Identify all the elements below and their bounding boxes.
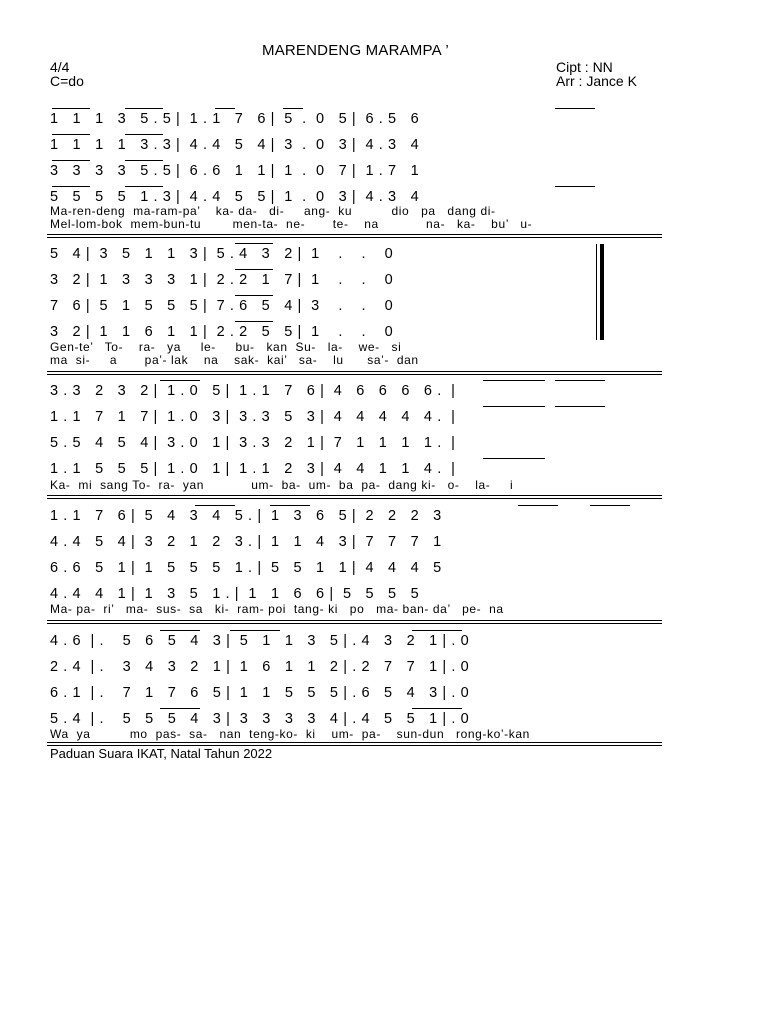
system-2-bass: 3 2 | 1 1 6 1 1 | 2 . 2 5 5 | 1 . . 0 (50, 324, 394, 340)
beam-line (270, 505, 310, 506)
beam-line (412, 708, 462, 709)
beam-line (235, 243, 273, 244)
beam-line (160, 708, 200, 709)
system-5-tenor: 6 . 1 | . 7 1 7 6 5 | 1 1 5 5 5 | . 6 5 4 3 | . 0 (50, 685, 470, 701)
system-1-tenor: 3 3 3 3 5 . 5 | 6 . 6 1 1 | 1 . 0 7 | 1 . 7 1 (50, 163, 420, 179)
system-3-alto: 1 . 1 7 1 7 | 1 . 0 3 | 3 . 3 5 3 | 4 4 4 4 4 . | (50, 409, 456, 425)
beam-line (283, 108, 303, 109)
system-4-lyric: Ma- pa- ri’ ma- sus- sa ki- ram- poi tang- ki po ma- ban- da’ pe- na (50, 602, 504, 616)
footer-credit: Paduan Suara IKAT, Natal Tahun 2022 (50, 746, 273, 761)
composer-credit: Cipt : NN (556, 59, 613, 75)
beam-line (483, 458, 545, 459)
arranger-credit: Arr : Jance K (556, 73, 637, 89)
system-4-alto: 4 . 4 5 4 | 3 2 1 2 3 . | 1 1 4 3 | 7 7 7 1 (50, 534, 442, 550)
beam-line (555, 186, 595, 187)
system-separator (47, 374, 662, 375)
beam-line (52, 134, 90, 135)
system-separator (47, 620, 662, 621)
system-1-lyric-verse-1: Ma-ren-deng ma-ram-pa’ ka- da- di- ang- ku dio pa dang di- (50, 204, 496, 218)
beam-line (483, 380, 545, 381)
system-2-soprano: 5 4 | 3 5 1 1 3 | 5 . 4 3 2 | 1 . . 0 (50, 246, 394, 262)
key-signature: C=do (50, 73, 84, 89)
system-3-soprano: 3 . 3 2 3 2 | 1 . 0 5 | 1 . 1 7 6 | 4 6 6 6 6 . | (50, 383, 456, 399)
beam-line (590, 505, 630, 506)
system-separator (47, 623, 662, 624)
system-2-lyric-verse-1: Gen-te’ To- ra- ya le- bu- kan Su- la- we- si (50, 340, 402, 354)
beam-line (230, 630, 280, 631)
system-2-alto: 3 2 | 1 3 3 3 1 | 2 . 2 1 7 | 1 . . 0 (50, 272, 394, 288)
beam-line (125, 134, 163, 135)
final-barline-thick (600, 244, 604, 340)
final-barline-thin (596, 244, 597, 340)
system-4-soprano: 1 . 1 7 6 | 5 4 3 4 5 . | 1 3 6 5 | 2 2 2 3 (50, 508, 442, 524)
system-4-bass: 4 . 4 4 1 | 1 3 5 1 . | 1 1 6 6 | 5 5 5 5 (50, 586, 420, 602)
system-3-lyric: Ka- mi sang To- ra- yan um- ba- um- ba pa- dang ki- o- la- i (50, 478, 514, 492)
system-1-lyric-verse-2: Mel-lom-bok mem-bun-tu men-ta- ne- te- na na- ka- bu’ u- (50, 217, 533, 231)
beam-line (160, 380, 200, 381)
beam-line (412, 630, 462, 631)
system-separator (47, 371, 662, 372)
system-separator (47, 234, 662, 235)
system-2-lyric-verse-2: ma si- a pa’- lak na sak- kai’ sa- lu sa’- dan (50, 353, 419, 367)
beam-line (195, 505, 235, 506)
beam-line (125, 108, 163, 109)
beam-line (555, 406, 605, 407)
system-3-tenor: 5 . 5 4 5 4 | 3 . 0 1 | 3 . 3 2 1 | 7 1 1 1 1 . | (50, 435, 456, 451)
beam-line (235, 269, 273, 270)
beam-line (52, 160, 90, 161)
beam-line (52, 108, 90, 109)
system-3-bass: 1 . 1 5 5 5 | 1 . 0 1 | 1 . 1 2 3 | 4 4 1 1 4 . | (50, 461, 456, 477)
beam-line (160, 630, 200, 631)
system-5-lyric: Wa ya mo pas- sa- nan teng-ko- ki um- pa- sun-dun rong-ko’-kan (50, 727, 530, 741)
system-1-alto: 1 1 1 1 3 . 3 | 4 . 4 5 4 | 3 . 0 3 | 4 . 3 4 (50, 137, 420, 153)
beam-line (235, 295, 273, 296)
beam-line (52, 186, 90, 187)
system-4-tenor: 6 . 6 5 1 | 1 5 5 5 1 . | 5 5 1 1 | 4 4 4 5 (50, 560, 442, 576)
song-title: MARENDENG MARAMPA ’ (262, 42, 449, 59)
system-5-soprano: 4 . 6 | . 5 6 5 4 3 | 5 1 1 3 5 | . 4 3 2 1 | . 0 (50, 633, 470, 649)
system-separator (47, 237, 662, 238)
beam-line (555, 380, 605, 381)
beam-line (235, 321, 273, 322)
system-2-tenor: 7 6 | 5 1 5 5 5 | 7 . 6 5 4 | 3 . . 0 (50, 298, 394, 314)
system-separator (47, 498, 662, 499)
time-signature: 4/4 (50, 59, 70, 75)
system-separator (47, 495, 662, 496)
beam-line (125, 160, 163, 161)
beam-line (215, 108, 235, 109)
beam-line (555, 108, 595, 109)
system-1-bass: 5 5 5 5 1 . 3 | 4 . 4 5 5 | 1 . 0 3 | 4 . 3 4 (50, 189, 420, 205)
system-1-soprano: 1 1 1 3 5 . 5 | 1 . 1 7 6 | 5 . 0 5 | 6 . 5 6 (50, 111, 420, 127)
beam-line (125, 186, 163, 187)
beam-line (483, 406, 545, 407)
beam-line (518, 505, 558, 506)
system-separator (47, 742, 662, 743)
system-5-alto: 2 . 4 | . 3 4 3 2 1 | 1 6 1 1 2 | . 2 7 7 1 | . 0 (50, 659, 470, 675)
system-5-bass: 5 . 4 | . 5 5 5 4 3 | 3 3 3 3 4 | . 4 5 5 1 | . 0 (50, 711, 470, 727)
